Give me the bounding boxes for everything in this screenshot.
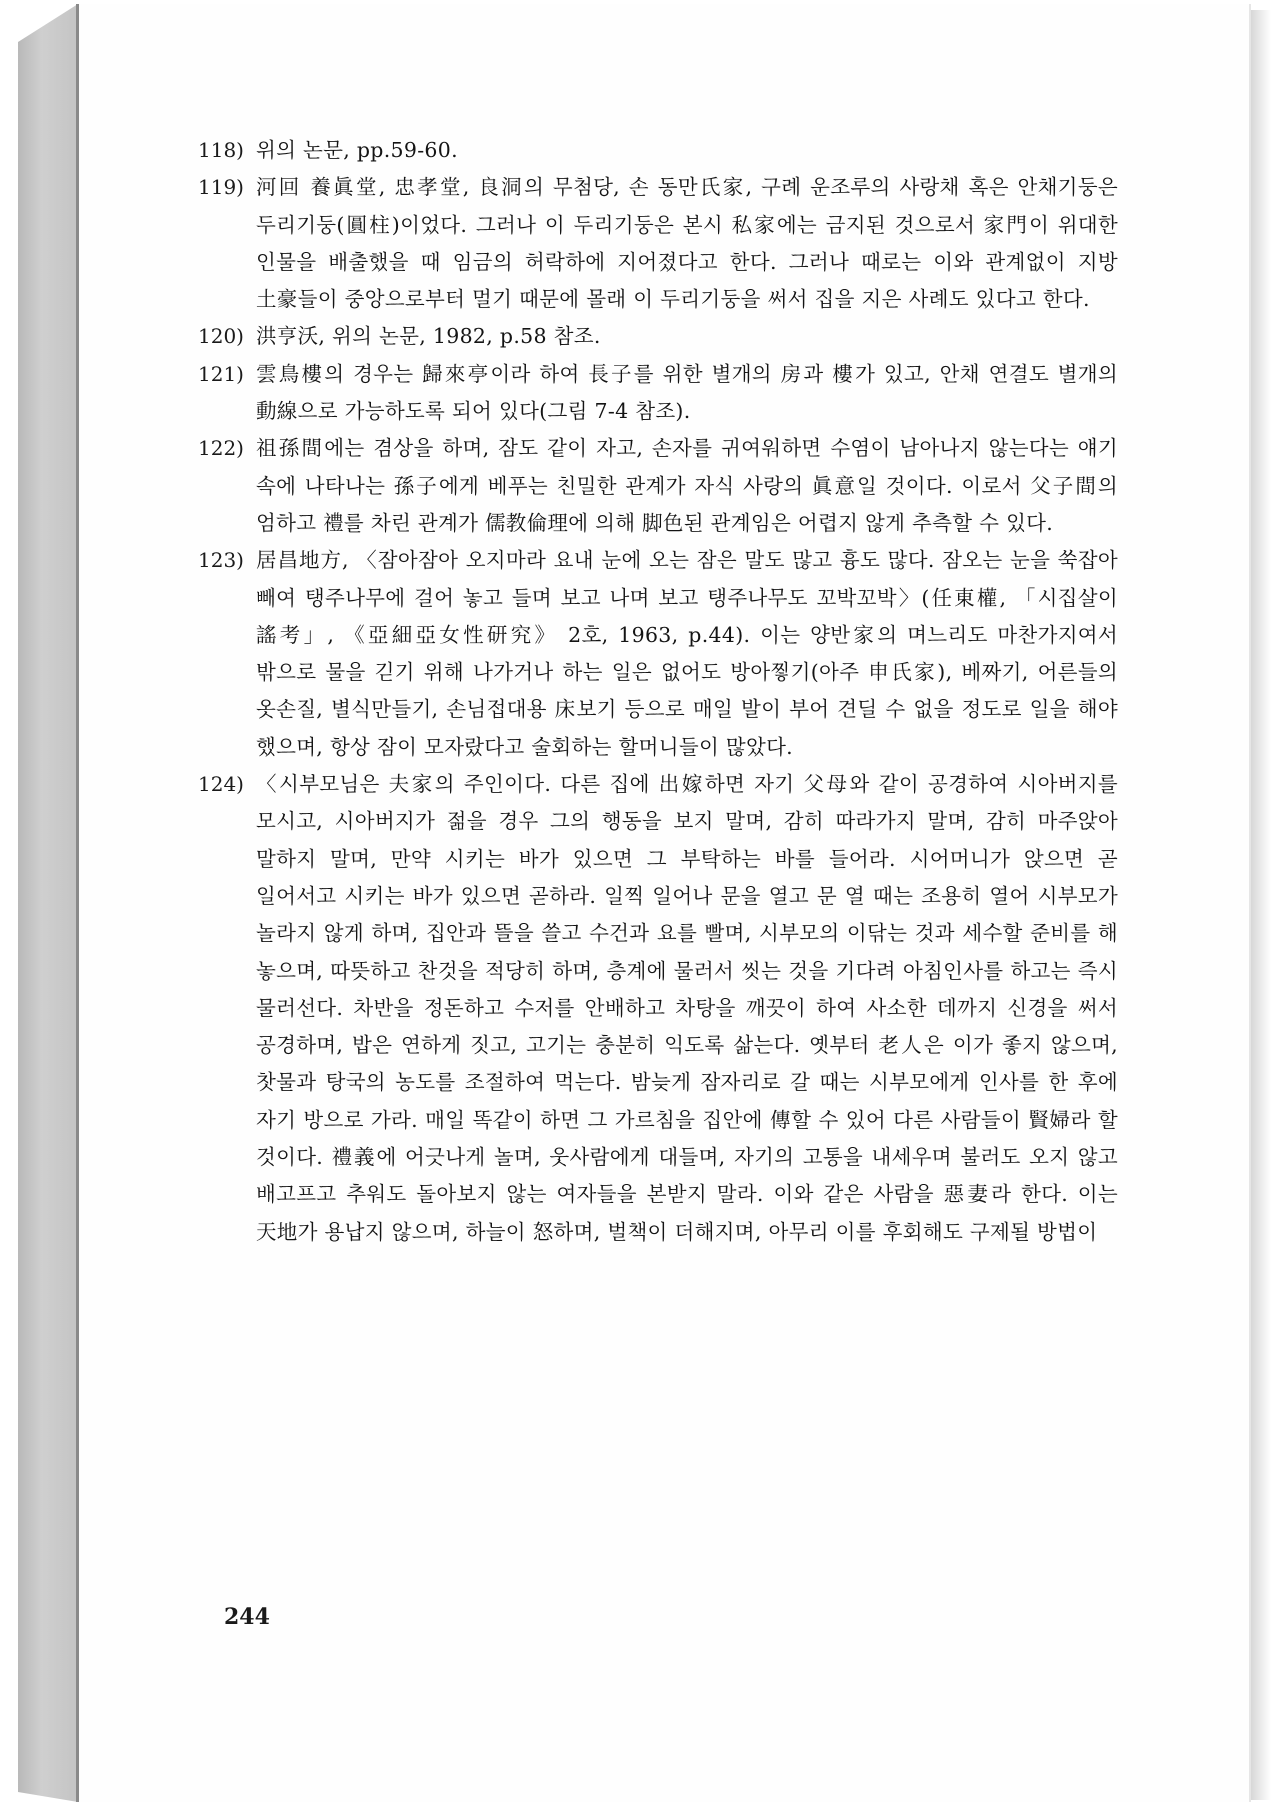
endnote-text: 河回 養眞堂, 忠孝堂, 良洞의 무첨당, 손 동만氏家, 구례 운조루의 사랑채 혹은 안채기둥은 두리기둥(圓柱)이었다. 그러나 이 두리기둥은 본시 私家에는 금지된 것으로서 家門이 위대한 인물을 배출했을 때 임금의 허락하에 지어졌다고 한다. 그러나 때로는 이와 관계없이 지방 土豪들이 중앙으로부터 멀기 때문에 몰래 이 두리기둥을 써서 집을 지은 사례도 있다고 한다. <box>256 175 1118 312</box>
endnote-number: 124) <box>198 772 244 797</box>
endnote-number: 119) <box>198 175 244 200</box>
endnote-number: 123) <box>198 548 244 573</box>
endnote-123 <box>198 542 1118 766</box>
endnote-119 <box>198 169 1118 318</box>
endnote-122 <box>198 430 1118 542</box>
endnote-text: 雲鳥樓의 경우는 歸來亭이라 하여 長子를 위한 별개의 房과 樓가 있고, 안채 연결도 별개의 動線으로 가능하도록 되어 있다(그림 7-4 참조). <box>256 361 1118 424</box>
endnote-text: 위의 논문, pp.59-60. <box>256 138 458 162</box>
book-spine <box>18 4 78 1802</box>
endnote-118 <box>198 132 1118 169</box>
page-edge-shadow <box>1251 10 1271 1800</box>
endnote-text: 〈시부모님은 夫家의 주인이다. 다른 집에 出嫁하면 자기 父母와 같이 공경하여 시아버지를 모시고, 시아버지가 젊을 경우 그의 행동을 보지 말며, 감히 따라가지 말며, 감히 마주앉아 말하지 말며, 만약 시키는 바가 있으면 그 부탁하는 바를 들어라. 시어머니가 앉으면 곧 일어서고 시키는 바가 있으면 곧하라. 일찍 일어나 문을 열고 문 열 때는 조용히 열어 시부모가 놀라지 않게 하며, 집안과 뜰을 쓸고 수건과 요를 빨며, 시부모의 이닦는 것과 세수할 준비를 해 놓으며, 따뜻하고 찬것을 적당히 하며, 층계에 물러서 씻는 것을 기다려 아침인사를 하고는 즉시 물러선다. 차반을 정돈하고 수저를 안배하고 차탕을 깨끗이 하여 사소한 데까지 신경을 써서 공경하며, 밥은 연하게 짓고, 고기는 충분히 익도록 삶는다. 옛부터 老人은 이가 좋지 않으며, 찻물과 탕국의 농도를 조절하여 먹는다. 밤늦게 잠자리로 갈 때는 시부모에게 인사를 한 후에 자기 방으로 가라. 매일 똑같이 하면 그 가르침을 집안에 傳할 수 있어 다른 사람들이 賢婦라 할 것이다. 禮義에 어긋나게 놀며, 웃사람에게 대들며, 자기의 고통을 내세우며 불러도 오지 않고 배고프고 추워도 돌아보지 않는 여자들을 본받지 말라. 이와 같은 사람을 惡妻라 한다. 이는 天地가 용납지 않으며, 하늘이 怒하며, 벌책이 더해지며, 아무리 이를 후회해도 구제될 방법이 <box>256 772 1118 1244</box>
endnote-number: 120) <box>198 324 244 349</box>
endnote-121 <box>198 356 1118 431</box>
endnotes-list <box>198 132 1118 1251</box>
endnote-number: 118) <box>198 138 244 162</box>
endnote-number: 122) <box>198 436 244 461</box>
endnote-text: 祖孫間에는 겸상을 하며, 잠도 같이 자고, 손자를 귀여워하면 수염이 남아나지 않는다는 얘기 속에 나타나는 孫子에게 베푸는 친밀한 관계가 자식 사랑의 眞意일 것이다. 이로서 父子間의 엄하고 禮를 차린 관계가 儒教倫理에 의해 脚色된 관계임은 어렵지 않게 추측할 수 있다. <box>256 436 1118 535</box>
endnote-number: 121) <box>198 361 244 386</box>
endnote-120 <box>198 318 1118 355</box>
endnote-124 <box>198 766 1118 1251</box>
endnote-text: 洪亨沃, 위의 논문, 1982, p.58 참조. <box>256 324 601 349</box>
endnote-text: 居昌地方, 〈잠아잠아 오지마라 요내 눈에 오는 잠은 말도 많고 흉도 많다. 잠오는 눈을 쑥잡아 빼여 탱주나무에 걸어 놓고 들며 보고 나며 보고 탱주나무도 꼬박꼬박〉(任東權, 「시집살이 謠考」, 《亞細亞女性研究》 2호, 1963, p.44). 이는 양반家의 며느리도 마찬가지여서 밖으로 물을 긷기 위해 나가거나 하는 일은 없어도 방아찧기(아주 申氏家), 베짜기, 어른들의 옷손질, 별식만들기, 손님접대용 床보기 등으로 매일 발이 부어 견딜 수 없을 정도로 일을 해야 했으며, 항상 잠이 모자랐다고 술회하는 할머니들이 많았다. <box>256 548 1118 759</box>
page-number: 244 <box>224 1604 270 1630</box>
